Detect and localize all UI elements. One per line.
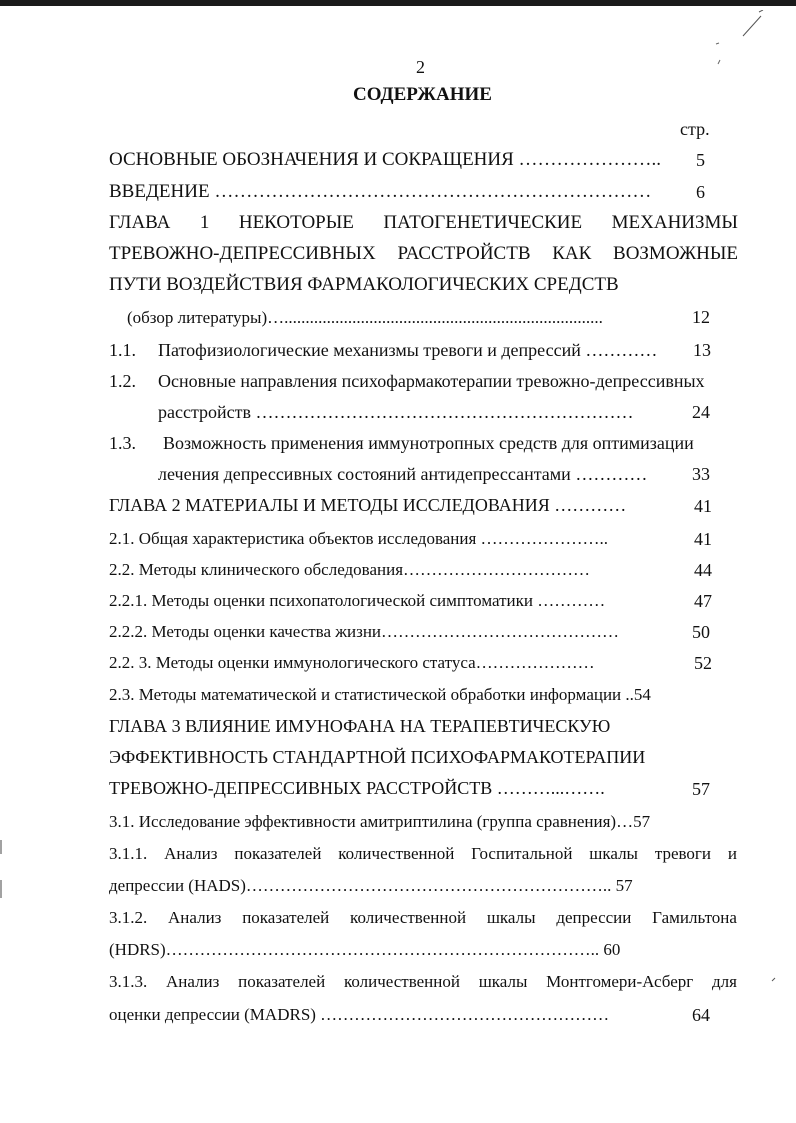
toc-entry-3-1-2-line2: (HDRS)………………………………………………………………….. 60 xyxy=(109,940,621,959)
toc-entry-chapter1-line1: ГЛАВА 1 НЕКОТОРЫЕ ПАТОГЕНЕТИЧЕСКИЕ МЕХАНИЗМЫ xyxy=(109,212,738,233)
toc-page: 47 xyxy=(694,591,712,611)
scan-mark-bottom-right xyxy=(770,975,780,985)
toc-entry-1-2-line1: Основные направления психофармакотерапии тревожно-депрессивных xyxy=(158,371,705,391)
toc-num: 1.3. xyxy=(109,433,136,453)
toc-entry-chapter3-line2: ЭФФЕКТИВНОСТЬ СТАНДАРТНОЙ ПСИХОФАРМАКОТЕРАПИИ xyxy=(109,747,646,767)
toc-num: 1.1. xyxy=(109,340,136,360)
page-title: СОДЕРЖАНИЕ xyxy=(353,84,492,105)
toc-page: 6 xyxy=(696,182,705,202)
page-column-label: стр. xyxy=(680,119,710,139)
scan-mark-right xyxy=(714,40,724,70)
toc-entry-introduction: ВВЕДЕНИЕ …………………………………………………………… xyxy=(109,181,652,202)
toc-page: 64 xyxy=(692,1005,710,1025)
toc-entry-2-1: 2.1. Общая характеристика объектов исследования ………………….. xyxy=(109,529,609,548)
toc-page: 57 xyxy=(692,779,710,799)
toc-entry-2-2-2: 2.2.2. Методы оценки качества жизни…………………………………… xyxy=(109,622,620,641)
toc-page: 50 xyxy=(692,622,710,642)
toc-page: 12 xyxy=(692,307,710,327)
toc-entry-3-1-1-line2: депрессии (HADS)……………………………………………………….. 57 xyxy=(109,876,633,895)
toc-page: 41 xyxy=(694,496,712,516)
toc-page: 13 xyxy=(693,340,711,360)
toc-entry-2-3: 2.3. Методы математической и статистической обработки информации ..54 xyxy=(109,685,651,704)
toc-page: 5 xyxy=(696,150,705,170)
toc-entry-3-1-3-line1: 3.1.3. Анализ показателей количественной шкалы Монтгомери-Асберг для xyxy=(109,972,737,991)
toc-page: 44 xyxy=(694,560,712,580)
toc-entry-abbreviations: ОСНОВНЫЕ ОБОЗНАЧЕНИЯ И СОКРАЩЕНИЯ ………………….. xyxy=(109,149,662,170)
toc-entry-chapter3-line1: ГЛАВА 3 ВЛИЯНИЕ ИМУНОФАНА НА ТЕРАПЕВТИЧЕСКУЮ xyxy=(109,716,611,736)
toc-entry-3-1: 3.1. Исследование эффективности амитриптилина (группа сравнения)…57 xyxy=(109,812,651,831)
toc-entry-3-1-3-line2: оценки депрессии (MADRS) …………………………………………… xyxy=(109,1005,610,1024)
toc-page: 41 xyxy=(694,529,712,549)
toc-entry-literature-review: (обзор литературы)…........................................................................... xyxy=(127,308,603,327)
page-number: 2 xyxy=(416,57,425,77)
toc-entry-3-1-2-line1: 3.1.2. Анализ показателей количественной шкалы депрессии Гамильтона xyxy=(109,908,737,927)
toc-entry-2-2-3: 2.2. 3. Методы оценки иммунологического статуса………………… xyxy=(109,653,595,672)
toc-entry-chapter1-line2: ТРЕВОЖНО-ДЕПРЕССИВНЫХ РАССТРОЙСТВ КАК ВОЗМОЖНЫЕ xyxy=(109,243,738,264)
toc-page: 24 xyxy=(692,402,710,422)
toc-entry-1-3-line2: лечения депрессивных состояний антидепрессантами ………… xyxy=(158,464,648,484)
toc-entry-2-2-1: 2.2.1. Методы оценки психопатологической симптоматики ………… xyxy=(109,591,606,610)
toc-entry-3-1-1-line1: 3.1.1. Анализ показателей количественной Госпитальной шкалы тревоги и xyxy=(109,844,737,863)
toc-entry-chapter2: ГЛАВА 2 МАТЕРИАЛЫ И МЕТОДЫ ИССЛЕДОВАНИЯ ………… xyxy=(109,495,627,515)
toc-entry-1-3-line1: Возможность применения иммунотропных средств для оптимизации xyxy=(163,433,694,453)
toc-entry-1-2-line2: расстройств ……………………………………………………… xyxy=(158,402,634,422)
toc-page: 52 xyxy=(694,653,712,673)
toc-entry-chapter1-line3: ПУТИ ВОЗДЕЙСТВИЯ ФАРМАКОЛОГИЧЕСКИХ СРЕДСТВ xyxy=(109,274,619,295)
scan-mark-left xyxy=(0,840,4,900)
toc-entry-1-1: Патофизиологические механизмы тревоги и депрессий ………… xyxy=(158,340,658,360)
toc-page: 33 xyxy=(692,464,710,484)
scan-mark-top-right xyxy=(735,10,775,40)
toc-entry-2-2: 2.2. Методы клинического обследования…………………………… xyxy=(109,560,591,579)
scan-top-border xyxy=(0,0,796,6)
toc-num: 1.2. xyxy=(109,371,136,391)
toc-entry-chapter3-line3: ТРЕВОЖНО-ДЕПРЕССИВНЫХ РАССТРОЙСТВ ………...……. xyxy=(109,778,605,798)
